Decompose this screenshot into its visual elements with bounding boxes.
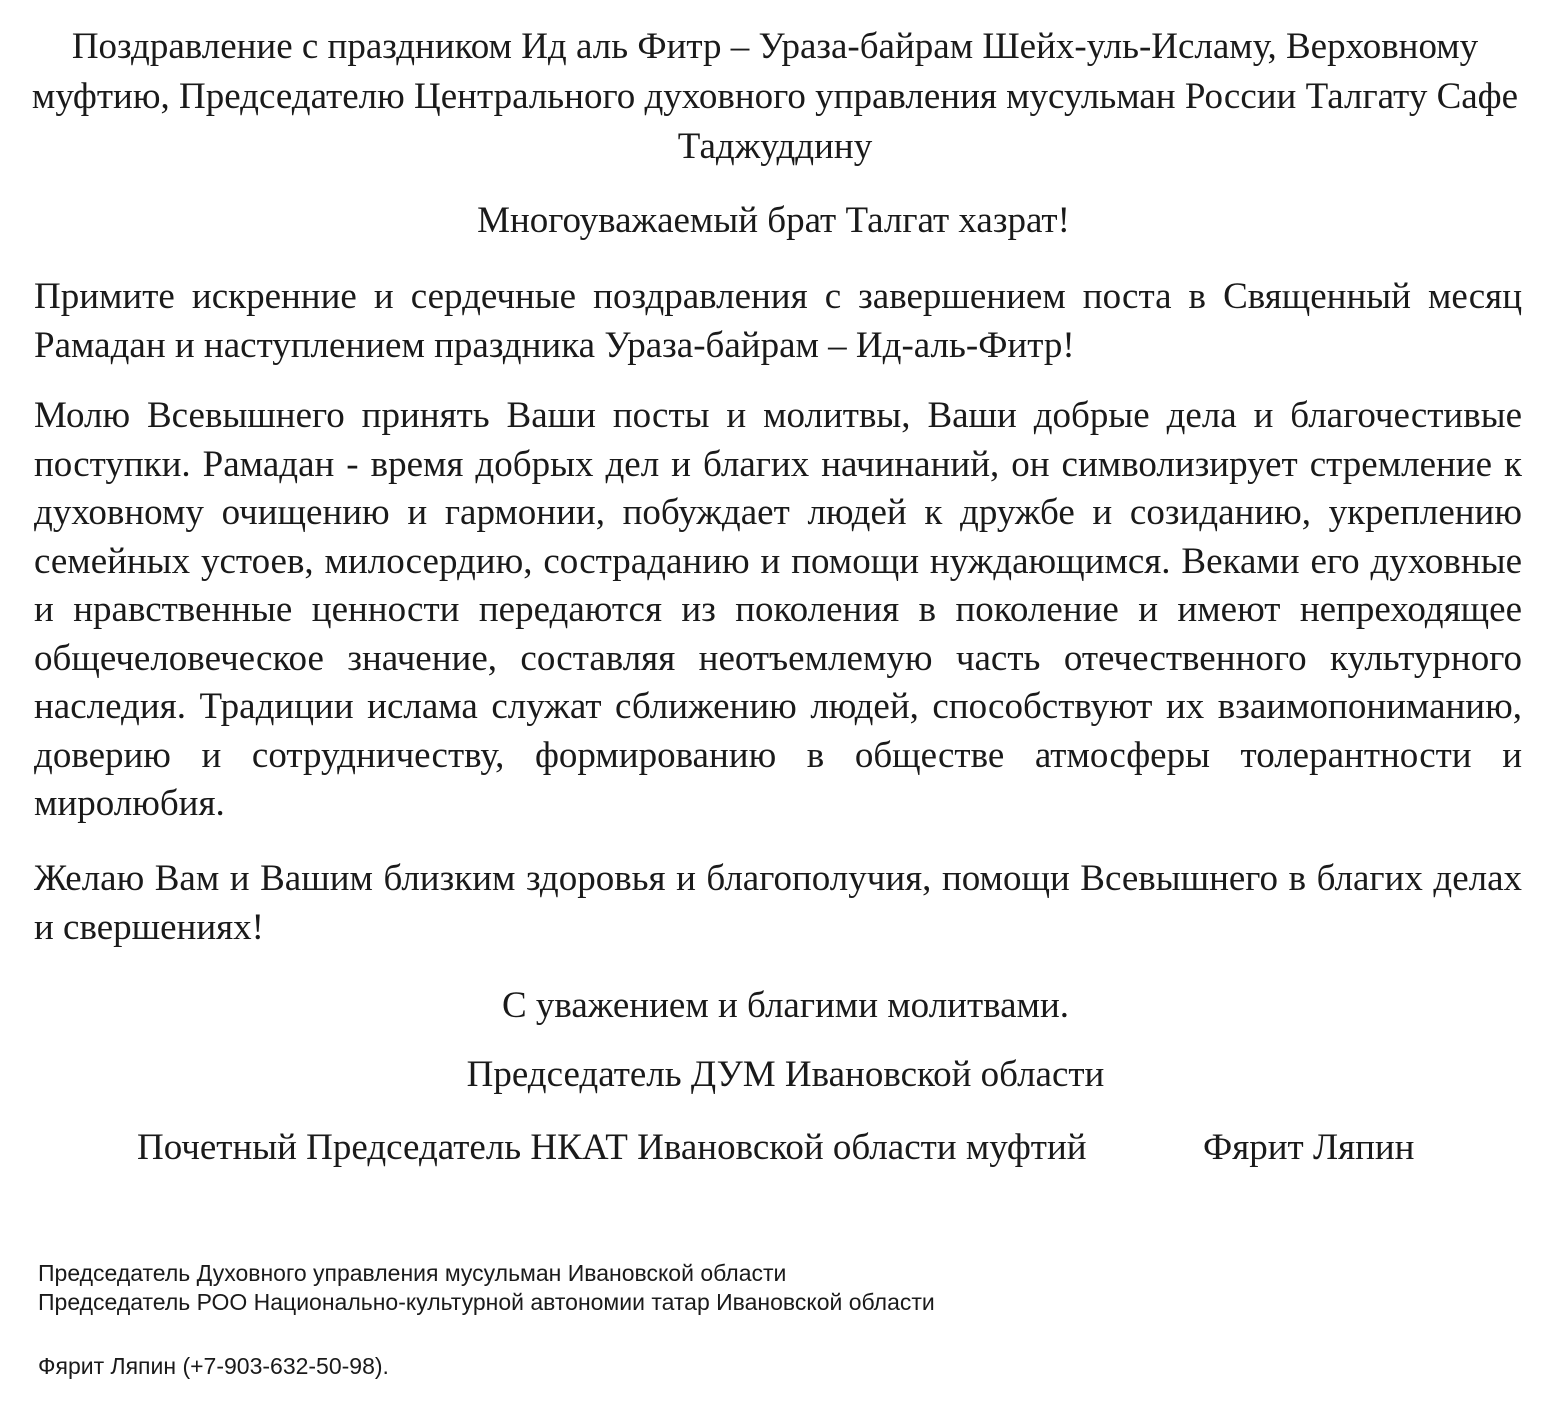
paragraph-congratulations: Примите искренние и сердечные поздравления с завершением поста в Священный месяц Рамадан и наступлением праздника Ураза-байрам – Ид-аль-Фитр!	[34, 276, 1522, 366]
footer-position-1: Председатель Духовного управления мусульман Ивановской области	[38, 1260, 787, 1286]
closing-regards: С уважением и благими молитвами.	[501, 985, 1070, 1026]
salutation: Многоуважаемый брат Талгат хазрат!	[477, 200, 1070, 241]
signer-name: Фярит Ляпин	[1203, 1127, 1415, 1168]
letter-title: Поздравление с праздником Ид аль Фитр – Ураза-байрам Шейх-уль-Исламу, Верховному муфтию, Председателю Центрального духовного управления мусульман России Талгату Сафе Таджуддину	[31, 26, 1519, 167]
paragraph-wishes: Желаю Вам и Вашим близким здоровья и благополучия, помощи Всевышнего в благих делах и свершениях!	[34, 858, 1522, 948]
footer-position-2: Председатель РОО Национально-культурной автономии татар Ивановской области	[38, 1289, 935, 1315]
paragraph-prayer: Молю Всевышнего принять Ваши посты и молитвы, Ваши добрые дела и благочестивые поступки. Рамадан - время добрых дел и благих начинаний, он символизирует стремление к духовному очищению и гармонии, побуждает людей к дружбе и созиданию, укреплению семейных устоев, милосердию, состраданию и помощи нуждающимся. Веками его духовные и нравственные ценности передаются из поколения в поколение и имеют непреходящее общечеловеческое значение, составляя неотъемлемую часть отечественного культурного наследия. Традиции ислама служат сближению людей, способствуют их взаимопониманию, доверию и сотрудничеству, формированию в обществе атмосферы толерантности и миролюбия.	[34, 395, 1522, 824]
footer-contact: Фярит Ляпин (+7-903-632-50-98).	[38, 1353, 389, 1379]
chairman-title: Председатель ДУМ Ивановской области	[466, 1054, 1105, 1095]
honorary-chairman-title: Почетный Председатель НКАТ Ивановской области муфтий	[137, 1127, 1087, 1168]
